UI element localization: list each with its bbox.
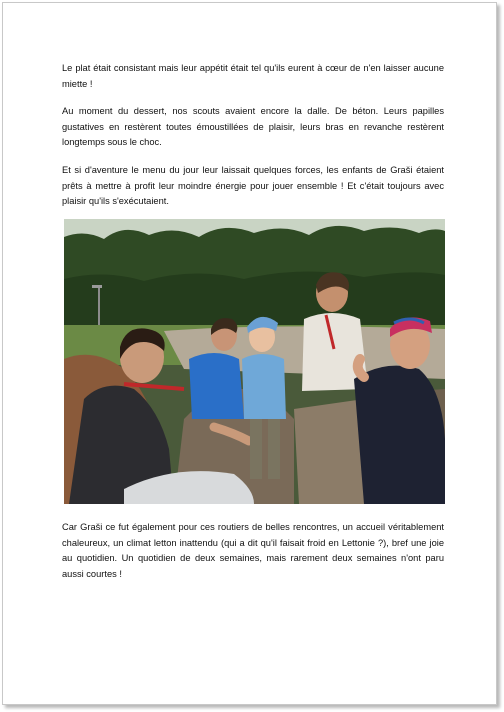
scout-blue-shirt — [189, 353, 244, 419]
lamp-post — [98, 287, 100, 329]
paragraph-encounters: Car Graši ce fut également pour ces routiers de belles rencontres, un accueil véritablement chaleureux, un climat letton inattendu (qui a dit qu'il faisait froid en Lettonie ?), bref une joie au quotidien. Un quotidien de deux semaines, mais rarement deux semaines n'ont paru aussi courtes ! — [62, 522, 444, 579]
scouts-photo — [64, 219, 445, 504]
paragraph-children: Et si d'aventure le menu du jour leur laissait quelques forces, les enfants de Graši étaient prêts à mettre à profit leur moindre énergie pour jouer ensemble ! Et c'était toujours avec plaisir qu'ils s'exécutaient. — [62, 165, 444, 207]
document-page — [2, 2, 497, 705]
paragraph-dessert: Au moment du dessert, nos scouts avaient encore la dalle. De béton. Leurs papilles gustatives en restèrent toutes émoustillées de plaisir, leurs bras en revanche restèrent longtemps sous le choc. — [62, 106, 444, 148]
scout-right — [354, 366, 445, 504]
paragraph-meal: Le plat était consistant mais leur appétit était tel qu'ils eurent à cœur de n'en laisser aucune miette ! — [62, 63, 444, 89]
scouts-photo-illustration — [64, 219, 445, 504]
child — [242, 354, 286, 419]
